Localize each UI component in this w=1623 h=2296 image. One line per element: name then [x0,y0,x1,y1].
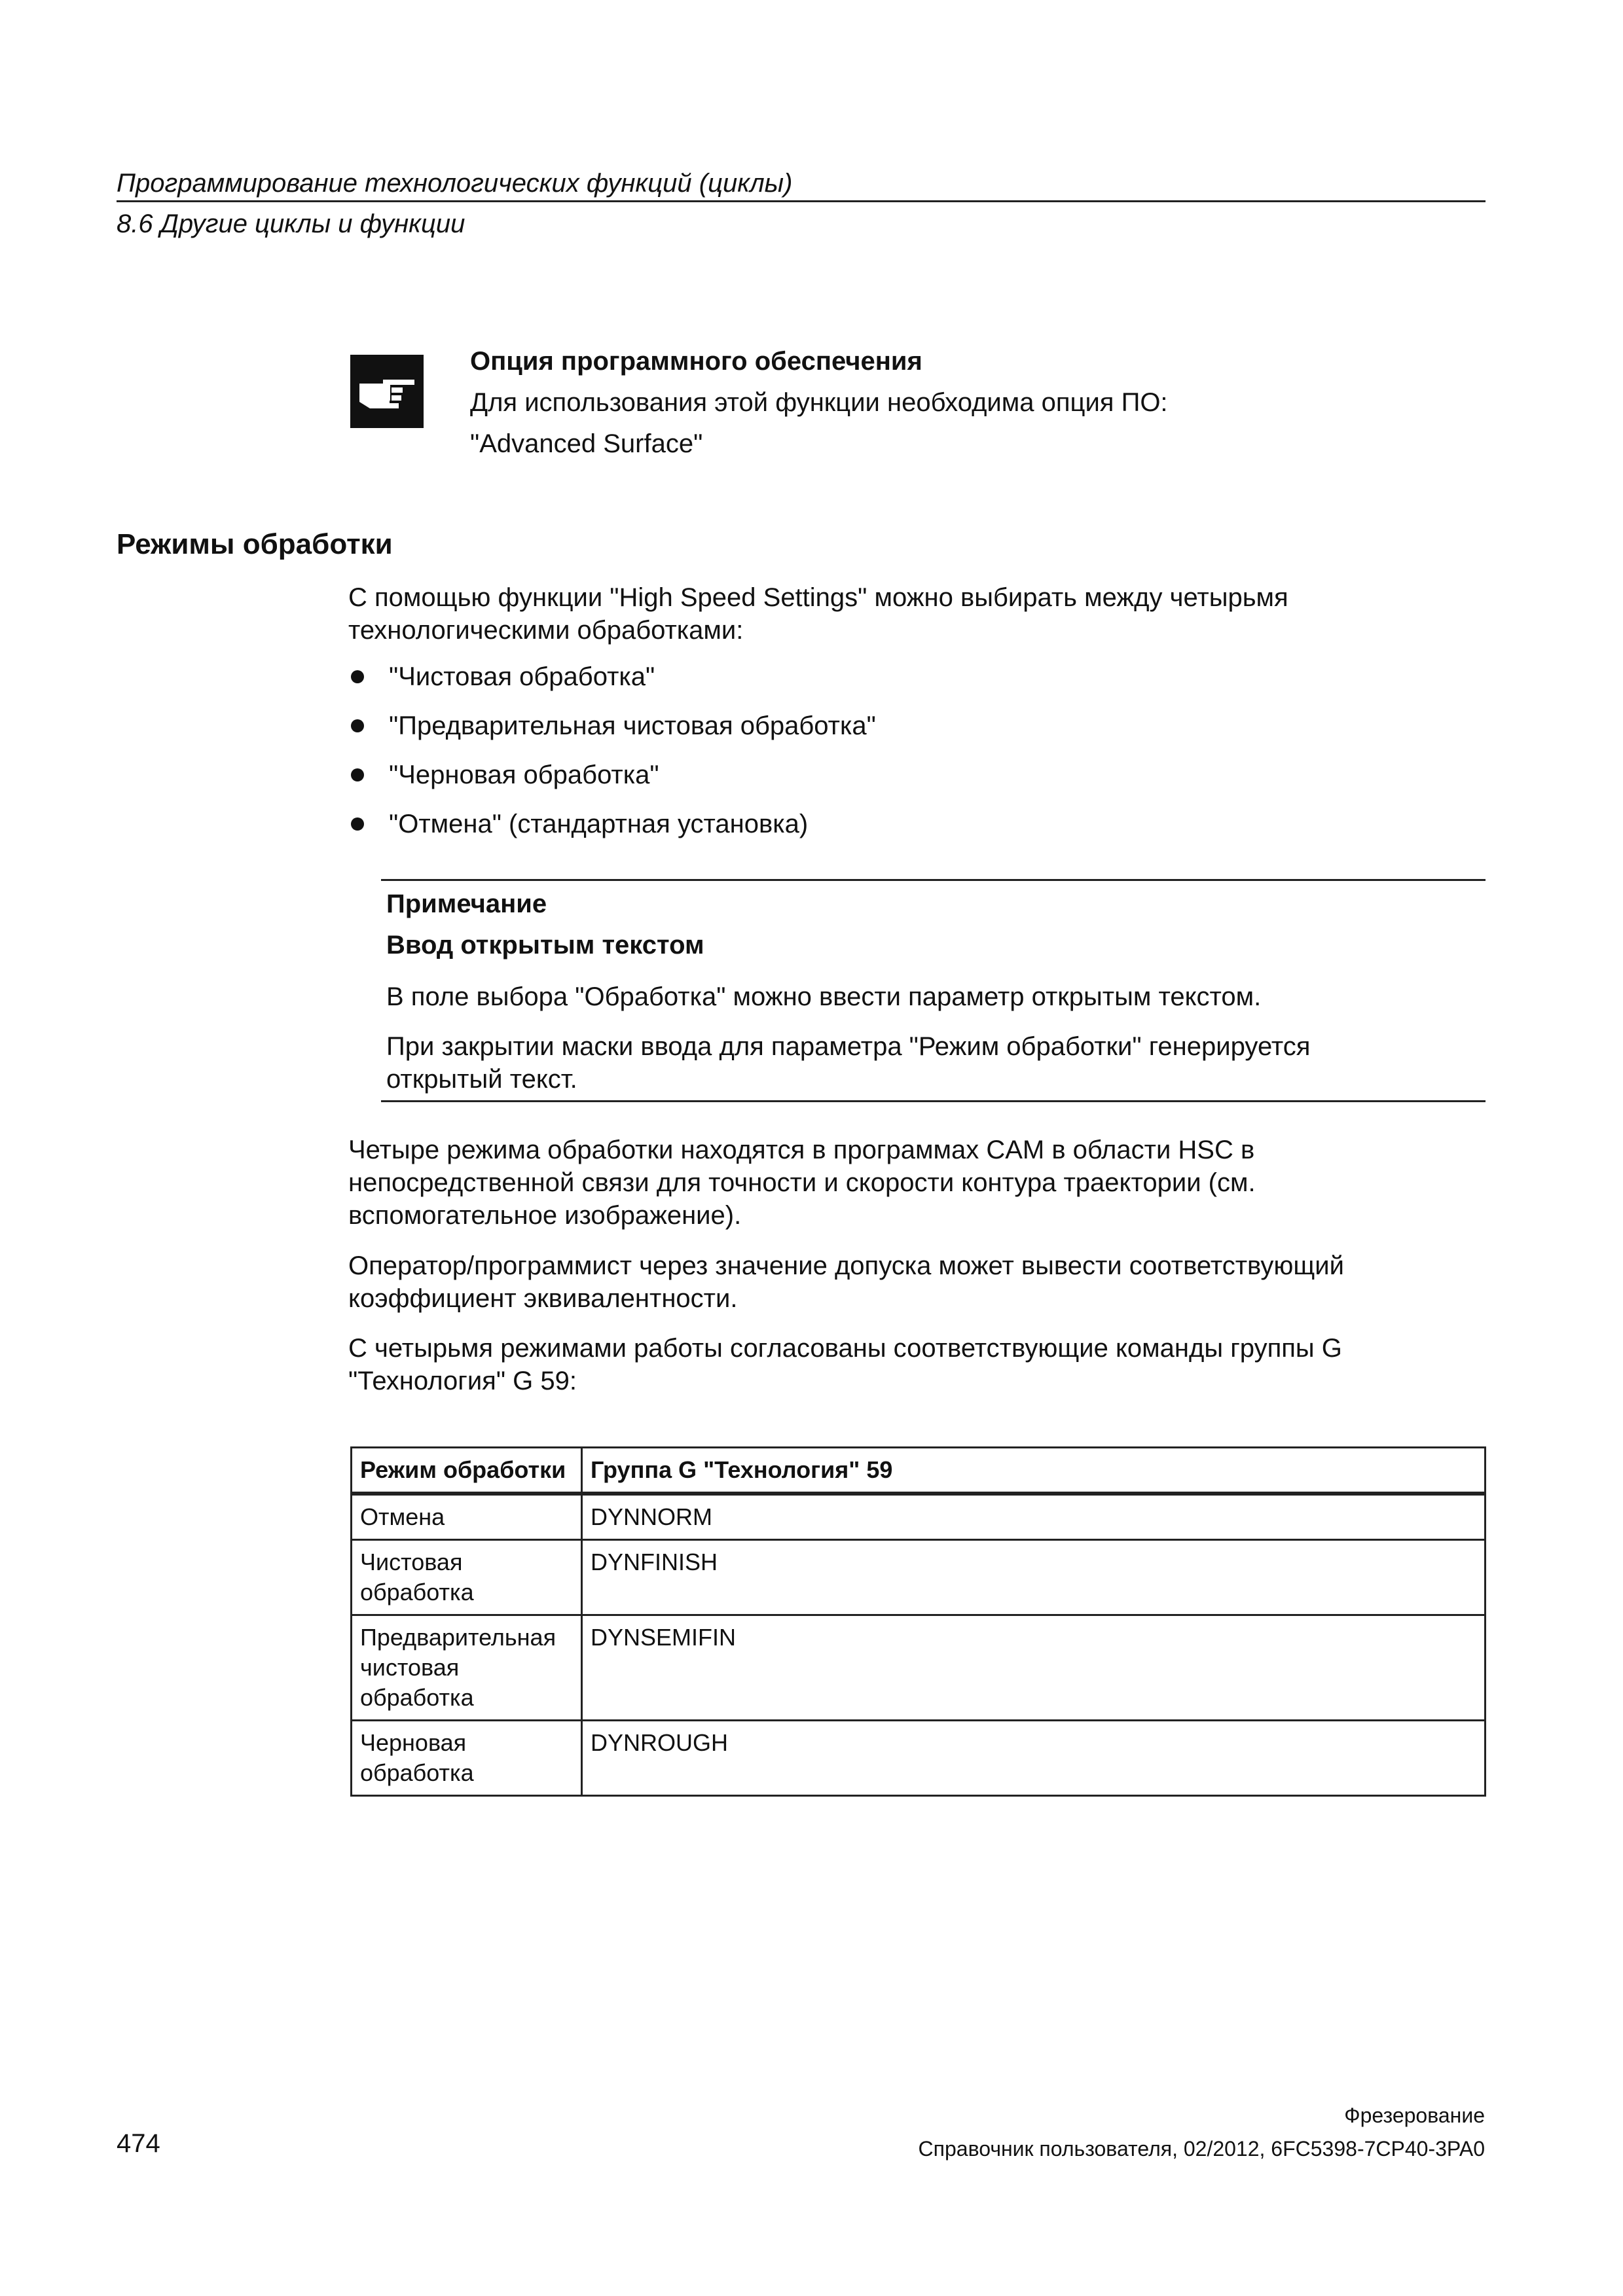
g-code-cell: DYNROUGH [582,1721,1486,1796]
note-paragraph-2-line-2: открытый текст. [386,1065,577,1094]
page-number: 474 [117,2129,160,2158]
note-title: Ввод открытым текстом [386,931,704,960]
paragraph-3-line-2: "Технология" G 59: [348,1367,577,1395]
table-header-row [352,1448,1486,1494]
mode-cell: Отмена [352,1494,582,1540]
paragraph-1-line-3: вспомогательное изображение). [348,1201,742,1230]
g-code-cell: DYNFINISH [582,1540,1486,1615]
mode-cell: Чистовая обработка [352,1540,582,1615]
intro-line-2: технологическими обработками: [348,616,744,645]
list-item: "Черновая обработка" [348,758,1461,807]
software-option-title: Опция программного обеспечения [470,347,922,376]
table-row [352,1494,1486,1540]
g-group-table [350,1446,1486,1797]
running-header-chapter: Программирование технологических функций (циклы) [117,169,793,198]
processing-options-list [348,660,1461,856]
paragraph-2-line-2: коэффициент эквивалентности. [348,1284,738,1313]
bullet-icon [351,817,364,831]
bullet-icon [351,768,364,781]
note-paragraph-1: В поле выбора "Обработка" можно ввести параметр открытым текстом. [386,982,1262,1011]
paragraph-1-line-1: Четыре режима обработки находятся в программах CAM в области HSC в [348,1136,1255,1164]
note-top-rule [381,879,1486,881]
list-item: "Отмена" (стандартная установка) [348,807,1461,856]
paragraph-2-line-1: Оператор/программист через значение допуска может вывести соответствующий [348,1251,1344,1280]
footer-manual: Справочник пользователя, 02/2012, 6FC5398-7CP40-3PA0 [918,2137,1485,2161]
note-bottom-rule [381,1100,1486,1102]
note-label: Примечание [386,889,547,918]
hand-pointing-icon [350,355,424,428]
list-item: "Чистовая обработка" [348,660,1461,709]
list-item: "Предварительная чистовая обработка" [348,709,1461,758]
g-code-cell: DYNNORM [582,1494,1486,1540]
section-title: Режимы обработки [117,528,393,560]
bullet-icon [351,670,364,683]
paragraph-3-line-1: С четырьмя режимами работы согласованы соответствующие команды группы G [348,1334,1342,1363]
column-header-g-group: Группа G "Технология" 59 [582,1448,1486,1494]
table-row [352,1721,1486,1796]
table-row [352,1540,1486,1615]
bullet-icon [351,719,364,732]
note-paragraph-2-line-1: При закрытии маски ввода для параметра "Режим обработки" генерируется [386,1032,1311,1061]
mode-cell: Предварительная чистовая обработка [352,1615,582,1721]
paragraph-1-line-2: непосредственной связи для точности и скорости контура траектории (см. [348,1168,1256,1197]
table-row [352,1615,1486,1721]
software-option-text: Для использования этой функции необходима опция ПО: [470,388,1168,417]
header-divider [117,200,1486,202]
software-option-name: "Advanced Surface" [470,429,703,458]
intro-line-1: С помощью функции "High Speed Settings" можно выбирать между четырьмя [348,583,1288,612]
running-header-section: 8.6 Другие циклы и функции [117,209,465,238]
footer-product: Фрезерование [1344,2104,1485,2127]
g-code-cell: DYNSEMIFIN [582,1615,1486,1721]
column-header-mode: Режим обработки [352,1448,582,1494]
mode-cell: Черновая обработка [352,1721,582,1796]
